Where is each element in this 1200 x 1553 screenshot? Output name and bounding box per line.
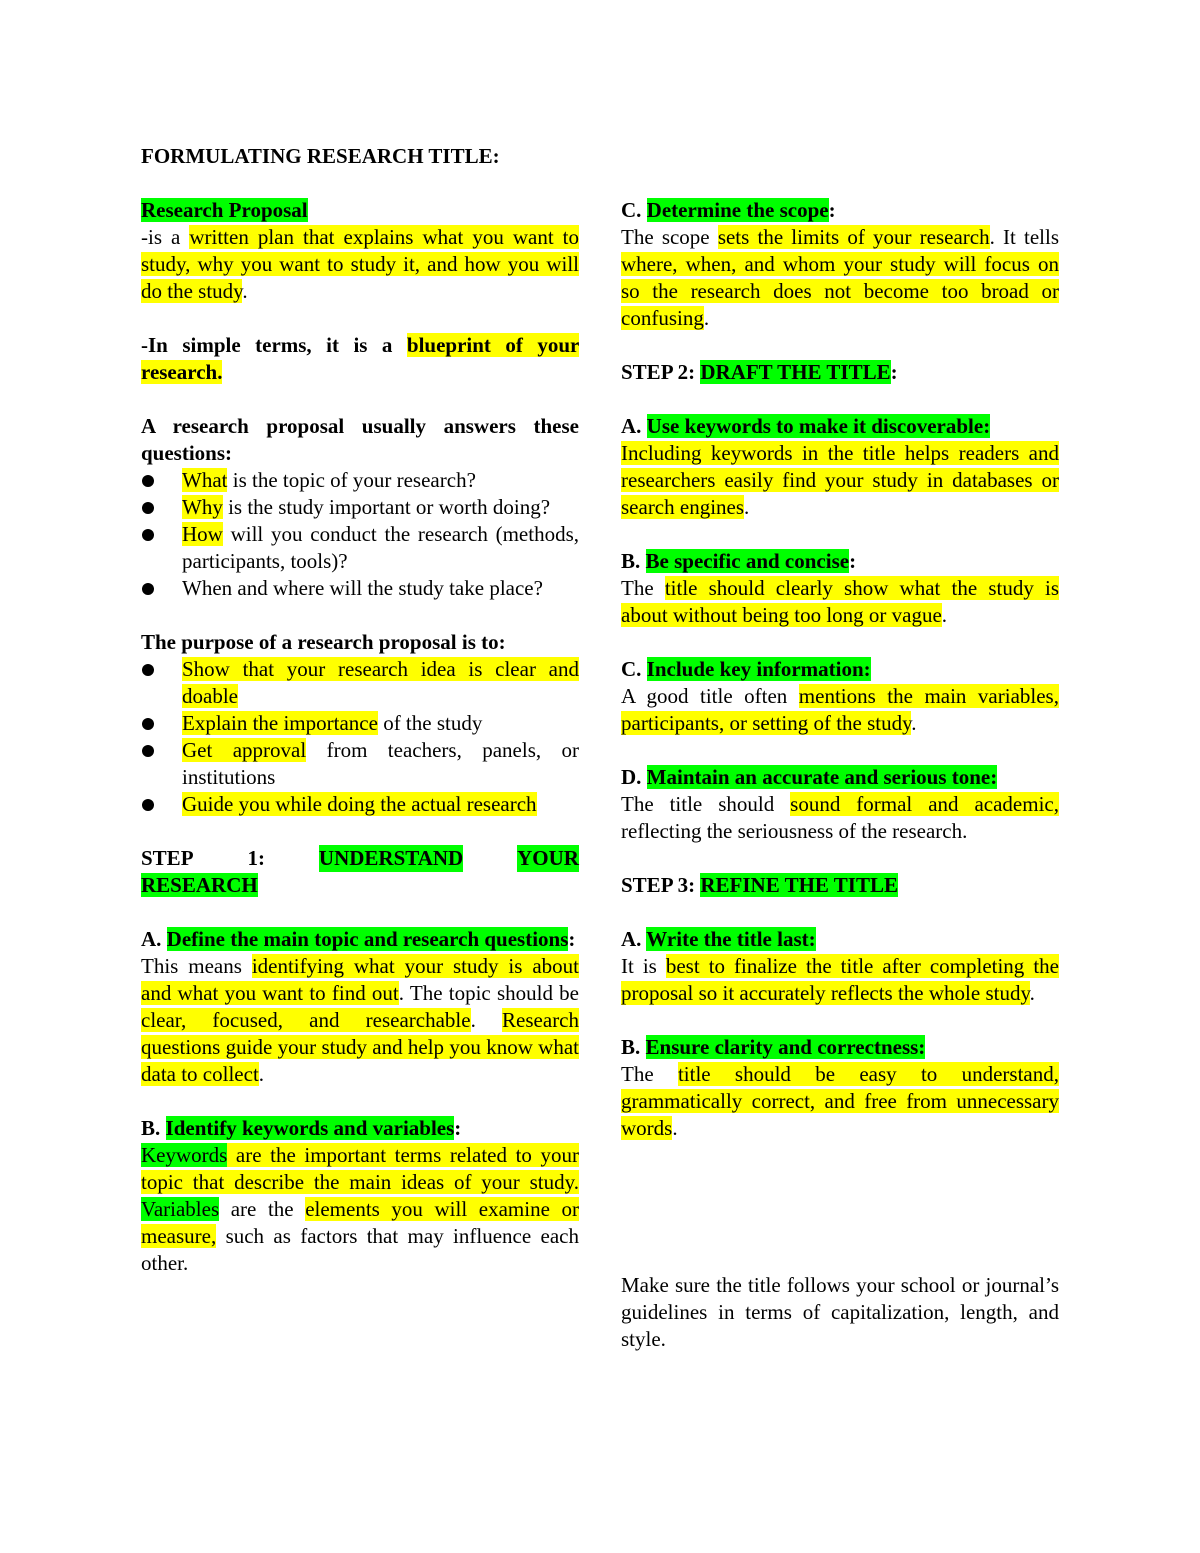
step2-d-body: The title should sound formal and academic, reflecting the seriousness of the research.: [621, 792, 1059, 843]
list-item: How will you conduct the research (methods, participants, tools)?: [141, 521, 579, 575]
step1-heading: STEP 1: UNDERSTAND YOUR: [141, 846, 579, 870]
section-a-heading: A. Define the main topic and research questions:: [141, 927, 576, 951]
step2-b-body: The title should clearly show what the study is about without being too long or vague.: [621, 576, 1059, 627]
bullet-icon: [142, 799, 154, 811]
right-column: [621, 197, 1059, 1142]
list-item: Why is the study important or worth doing?: [141, 494, 579, 521]
list-item: Get approval from teachers, panels, or institutions: [141, 737, 579, 791]
step1-heading-line2: RESEARCH: [141, 873, 258, 897]
purpose-list: [141, 656, 579, 818]
step2-b-heading: B. Be specific and concise:: [621, 549, 857, 573]
step2-a-body: Including keywords in the title helps readers and researchers easily find your study in databases or search engines.: [621, 441, 1059, 519]
bullet-icon: [142, 664, 154, 676]
purpose-intro: The purpose of a research proposal is to:: [141, 630, 506, 654]
scope-heading: C. Determine the scope:: [621, 198, 836, 222]
step2-c-body: A good title often mentions the main variables, participants, or setting of the study.: [621, 684, 1059, 735]
section-b-heading: B. Identify keywords and variables:: [141, 1116, 462, 1140]
bullet-icon: [142, 745, 154, 757]
bullet-icon: [142, 475, 154, 487]
section-b-body: Keywords are the important terms related to your topic that describe the main ideas of your study. Variables are the elements you will examine or measure, such as factors that may influence each other.: [141, 1143, 579, 1275]
step2-a-heading: A. Use keywords to make it discoverable:: [621, 414, 991, 438]
step3-a-heading: A. Write the title last:: [621, 927, 816, 951]
step3-b-body: The title should be easy to understand, grammatically correct, and free from unnecessary words.: [621, 1062, 1059, 1140]
proposal-heading: Research Proposal: [141, 198, 308, 222]
proposal-definition: -is a written plan that explains what you want to study, why you want to study it, and how you will do the study.: [141, 225, 579, 303]
questions-intro: A research proposal usually answers these questions:: [141, 414, 579, 465]
simple-terms: -In simple terms, it is a blueprint of your research.: [141, 333, 579, 384]
bullet-icon: [142, 529, 154, 541]
list-item: Show that your research idea is clear and doable: [141, 656, 579, 710]
step2-c-heading: C. Include key information:: [621, 657, 871, 681]
list-item: Guide you while doing the actual research: [141, 791, 579, 818]
scope-body: The scope sets the limits of your research. It tells where, when, and whom your study will focus on so the research does not become too broad or confusing.: [621, 225, 1060, 330]
step2-d-heading: D. Maintain an accurate and serious tone:: [621, 765, 998, 789]
page-title: FORMULATING RESEARCH TITLE:: [141, 144, 500, 168]
left-column: [141, 197, 579, 1277]
guidelines-note: Make sure the title follows your school or journal’s guidelines in terms of capitalization, length, and style.: [621, 1273, 1059, 1351]
step3-heading: STEP 3: REFINE THE TITLE: [621, 873, 898, 897]
list-item: What is the topic of your research?: [141, 467, 579, 494]
bullet-icon: [142, 718, 154, 730]
bullet-icon: [142, 583, 154, 595]
list-item: When and where will the study take place?: [141, 575, 579, 602]
section-a-body: This means identifying what your study is about and what you want to find out. The topic should be clear, focused, and researchable. Research questions guide your study and help you know what data to collect.: [141, 954, 580, 1086]
list-item: Explain the importance of the study: [141, 710, 579, 737]
step3-b-heading: B. Ensure clarity and correctness:: [621, 1035, 926, 1059]
questions-list: [141, 467, 579, 602]
step3-a-body: It is best to finalize the title after completing the proposal so it accurately reflects the whole study.: [621, 954, 1059, 1005]
step2-heading: STEP 2: DRAFT THE TITLE:: [621, 360, 898, 384]
bullet-icon: [142, 502, 154, 514]
